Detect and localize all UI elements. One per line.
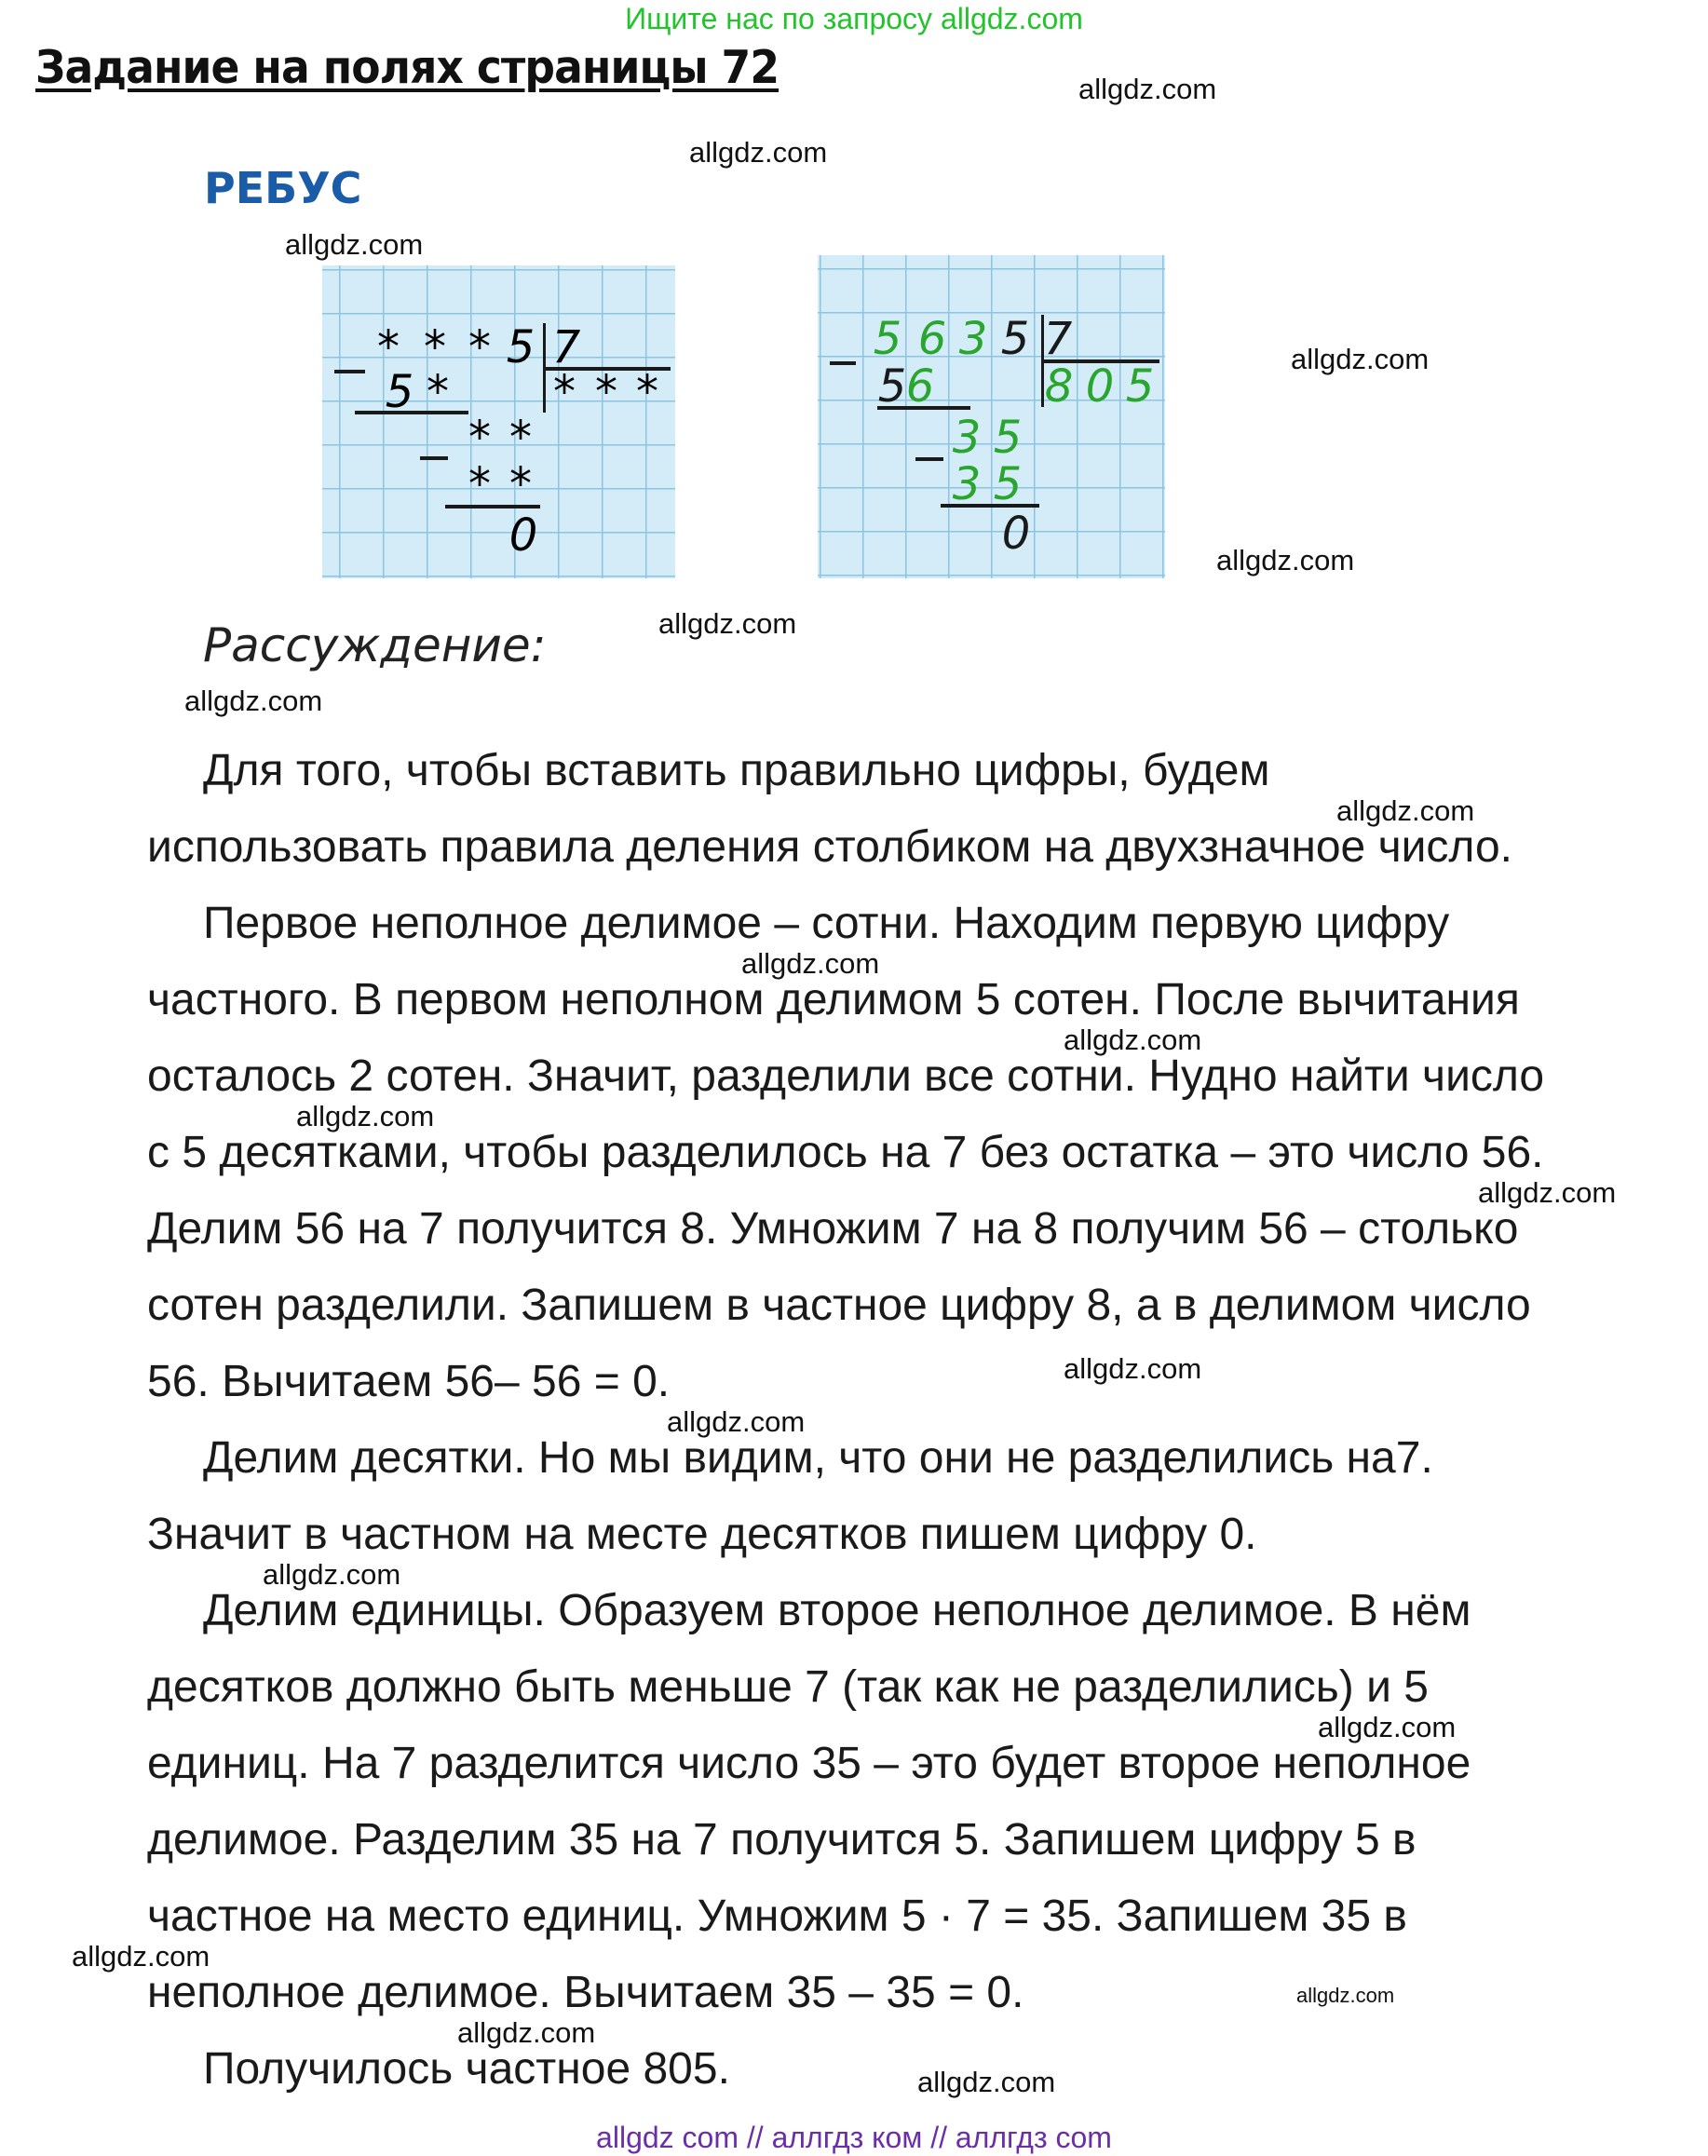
watermark: allgdz.com bbox=[1478, 1176, 1617, 1209]
divisor: 7 bbox=[1043, 313, 1073, 365]
page-title: Задание на полях страницы 72 bbox=[35, 41, 779, 94]
footer-links[interactable]: allgdz com // аллгдз ком // аллгдз com bbox=[596, 2121, 1112, 2154]
solution-grid bbox=[818, 255, 1165, 583]
quotient-digit: 0 bbox=[1085, 360, 1115, 413]
first-subtrahend-digit: 6 bbox=[905, 360, 935, 413]
partial-dividend-digit: * bbox=[509, 412, 532, 464]
text-line: частное на место единиц. Умножим 5 · 7 = 35. Запишем 35 в bbox=[147, 1892, 1407, 1941]
watermark: allgdz.com bbox=[741, 947, 880, 980]
first-subtrahend-digit: * bbox=[427, 366, 449, 418]
rebus-heading: РЕБУС bbox=[204, 163, 362, 213]
text-line: десятков должно быть меньше 7 (так как не разделились) и 5 bbox=[147, 1662, 1429, 1712]
text-line: частного. В первом неполном делимом 5 сотен. После вычитания bbox=[147, 975, 1520, 1024]
watermark: allgdz.com bbox=[263, 1558, 401, 1591]
text-line: использовать правила деления столбиком на двухзначное число. bbox=[147, 822, 1512, 872]
second-subtrahend-digit: * bbox=[509, 458, 532, 510]
watermark: allgdz.com bbox=[1064, 1024, 1202, 1056]
watermark: allgdz.com bbox=[296, 1100, 435, 1132]
dividend-digit: * bbox=[468, 321, 491, 373]
puzzle-grid bbox=[322, 265, 675, 583]
partial-dividend-digit: 3 bbox=[952, 412, 982, 464]
text-line: с 5 десятками, чтобы разделилось на 7 без остатка – это число 56. bbox=[147, 1128, 1544, 1177]
quotient-digit: * bbox=[553, 366, 576, 418]
text-line: Первое неполное делимое – сотни. Находим первую цифру bbox=[203, 899, 1450, 948]
watermark: allgdz.com bbox=[667, 1405, 806, 1438]
watermark: allgdz.com bbox=[658, 607, 797, 640]
text-line: Для того, чтобы вставить правильно цифры, будем bbox=[203, 746, 1270, 795]
second-subtrahend-digit: 5 bbox=[993, 458, 1023, 510]
dividend-digit: 5 bbox=[1000, 313, 1030, 365]
watermark: allgdz.com bbox=[457, 2016, 596, 2049]
remainder: 0 bbox=[508, 509, 538, 562]
text-line: единиц. На 7 разделится число 35 – это будет второе неполное bbox=[147, 1739, 1471, 1788]
text-line: неполное делимое. Вычитаем 35 – 35 = 0. bbox=[147, 1968, 1024, 2017]
solution-text bbox=[147, 733, 1693, 2108]
dividend-digit: 5 bbox=[506, 321, 535, 373]
text-line: Делим единицы. Образуем второе неполное делимое. В нём bbox=[203, 1586, 1471, 1635]
dividend-digit: 6 bbox=[917, 313, 947, 365]
remainder: 0 bbox=[1001, 508, 1031, 560]
dividend-digit: 5 bbox=[873, 313, 902, 365]
text-line: Делим 56 на 7 получится 8. Умножим 7 на 8 получим 56 – столько bbox=[147, 1204, 1519, 1254]
text-line: Значит в частном на месте десятков пишем цифру 0. bbox=[147, 1510, 1257, 1559]
reasoning-heading: Рассуждение: bbox=[203, 618, 547, 672]
quotient-digit: 8 bbox=[1044, 360, 1074, 413]
partial-dividend-digit: * bbox=[468, 412, 491, 464]
text-line: делимое. Разделим 35 на 7 получится 5. Запишем цифру 5 в bbox=[147, 1815, 1417, 1864]
quotient-digit: * bbox=[595, 366, 617, 418]
watermark: allgdz.com bbox=[689, 136, 828, 169]
watermark: allgdz.com bbox=[917, 2066, 1056, 2098]
watermark: allgdz.com bbox=[1064, 1352, 1202, 1385]
watermark: allgdz.com bbox=[72, 1940, 210, 1973]
watermark: allgdz.com bbox=[1078, 73, 1217, 105]
watermark: allgdz.com bbox=[1216, 544, 1355, 576]
text-line: Делим десятки. Но мы видим, что они не разделились на7. bbox=[203, 1433, 1433, 1483]
watermark: allgdz.com bbox=[184, 685, 323, 717]
watermark: allgdz.com bbox=[1296, 1984, 1395, 2007]
dividend-digit: * bbox=[377, 321, 400, 373]
text-line: осталось 2 сотен. Значит, разделили все сотни. Нудно найти число bbox=[147, 1051, 1545, 1101]
second-subtrahend-digit: 3 bbox=[952, 458, 982, 510]
quotient-digit: * bbox=[636, 366, 658, 418]
text-line: сотен разделили. Запишем в частное цифру 8, а в делимом число bbox=[147, 1281, 1531, 1330]
divisor: 7 bbox=[551, 321, 581, 373]
watermark: allgdz.com bbox=[1291, 343, 1430, 375]
quotient-digit: 5 bbox=[1125, 360, 1155, 413]
first-subtrahend-digit: 5 bbox=[385, 366, 414, 418]
watermark: allgdz.com bbox=[1318, 1711, 1457, 1743]
watermark: allgdz.com bbox=[1336, 794, 1475, 827]
watermark: allgdz.com bbox=[285, 228, 424, 261]
dividend-digit: * bbox=[424, 321, 446, 373]
top-banner: Ищите нас по запросу allgdz.com bbox=[625, 2, 1083, 35]
text-line: 56. Вычитаем 56– 56 = 0. bbox=[147, 1357, 671, 1406]
partial-dividend-digit: 5 bbox=[993, 412, 1023, 464]
text-line: Получилось частное 805. bbox=[203, 2044, 730, 2094]
dividend-digit: 3 bbox=[958, 313, 988, 365]
first-subtrahend-digit: 5 bbox=[877, 360, 907, 413]
second-subtrahend-digit: * bbox=[468, 458, 491, 510]
